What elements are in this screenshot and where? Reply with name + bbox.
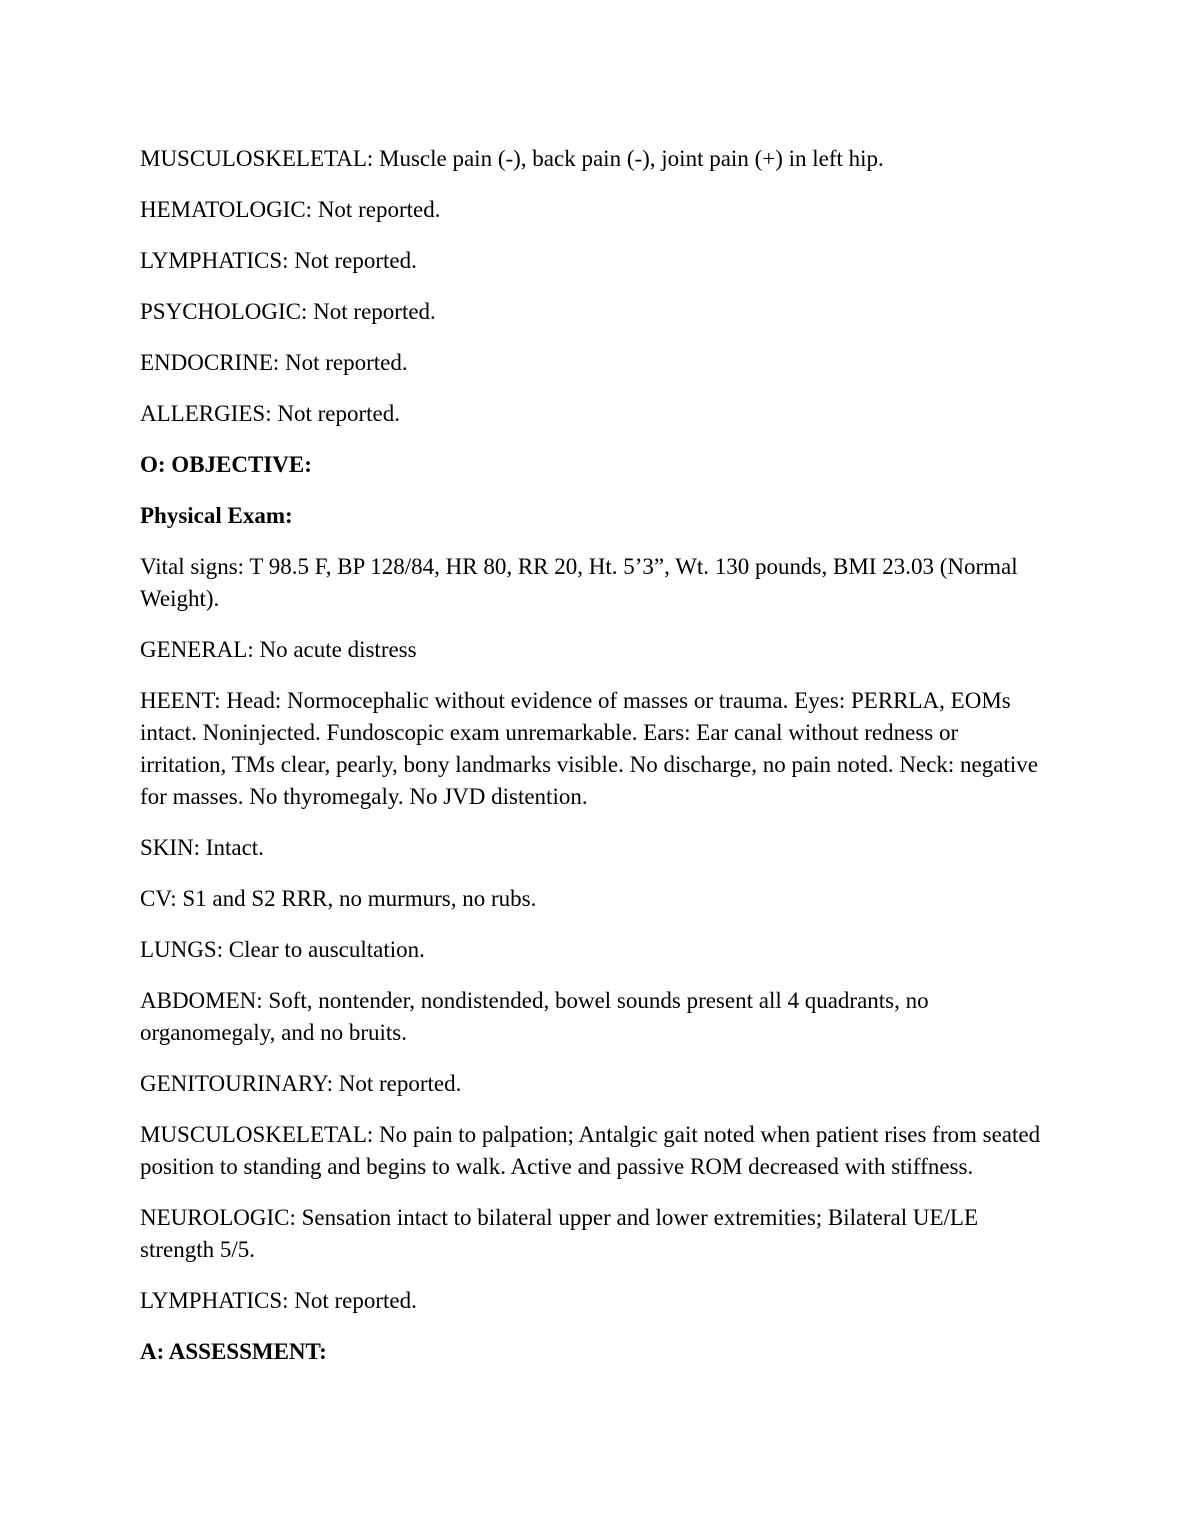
para-exam-general: GENERAL: No acute distress <box>140 637 417 662</box>
para-exam-lungs: LUNGS: Clear to auscultation. <box>140 937 425 962</box>
para-exam-musculoskeletal: MUSCULOSKELETAL: No pain to palpation; Antalgic gait noted when patient rises from seated position to standing and begins to walk. Active and passive ROM decreased with stiffness. <box>140 1122 1041 1179</box>
para-ros-endocrine: ENDOCRINE: Not reported. <box>140 350 408 375</box>
para-exam-abdomen: ABDOMEN: Soft, nontender, nondistended, bowel sounds present all 4 quadrants, no organomegaly, and no bruits. <box>140 988 929 1045</box>
para-vital-signs: Vital signs: T 98.5 F, BP 128/84, HR 80, RR 20, Ht. 5’3”, Wt. 130 pounds, BMI 23.03 (Normal Weight). <box>140 554 1018 611</box>
para-exam-genitourinary: GENITOURINARY: Not reported. <box>140 1071 462 1096</box>
para-ros-allergies: ALLERGIES: Not reported. <box>140 401 400 426</box>
para-ros-psychologic: PSYCHOLOGIC: Not reported. <box>140 299 436 324</box>
para-exam-cv: CV: S1 and S2 RRR, no murmurs, no rubs. <box>140 886 537 911</box>
heading-physical-exam: Physical Exam: <box>140 503 293 528</box>
heading-assessment: A: ASSESSMENT: <box>140 1339 327 1364</box>
para-ros-lymphatics: LYMPHATICS: Not reported. <box>140 248 417 273</box>
para-exam-lymphatics: LYMPHATICS: Not reported. <box>140 1288 417 1313</box>
para-ros-hematologic: HEMATOLOGIC: Not reported. <box>140 197 441 222</box>
para-exam-neurologic: NEUROLOGIC: Sensation intact to bilateral upper and lower extremities; Bilateral UE/LE strength 5/5. <box>140 1205 978 1262</box>
para-exam-heent: HEENT: Head: Normocephalic without evidence of masses or trauma. Eyes: PERRLA, EOMs intact. Noninjected. Fundoscopic exam unremarkable. Ears: Ear canal without redness or irritation, TMs clear, pearly, bony landmarks visible. No discharge, no pain noted. Neck: negative for masses. No thyromegaly. No JVD distention. <box>140 688 1038 809</box>
para-ros-musculoskeletal: MUSCULOSKELETAL: Muscle pain (-), back pain (-), joint pain (+) in left hip. <box>140 146 884 171</box>
para-exam-skin: SKIN: Intact. <box>140 835 264 860</box>
heading-objective: O: OBJECTIVE: <box>140 452 312 477</box>
